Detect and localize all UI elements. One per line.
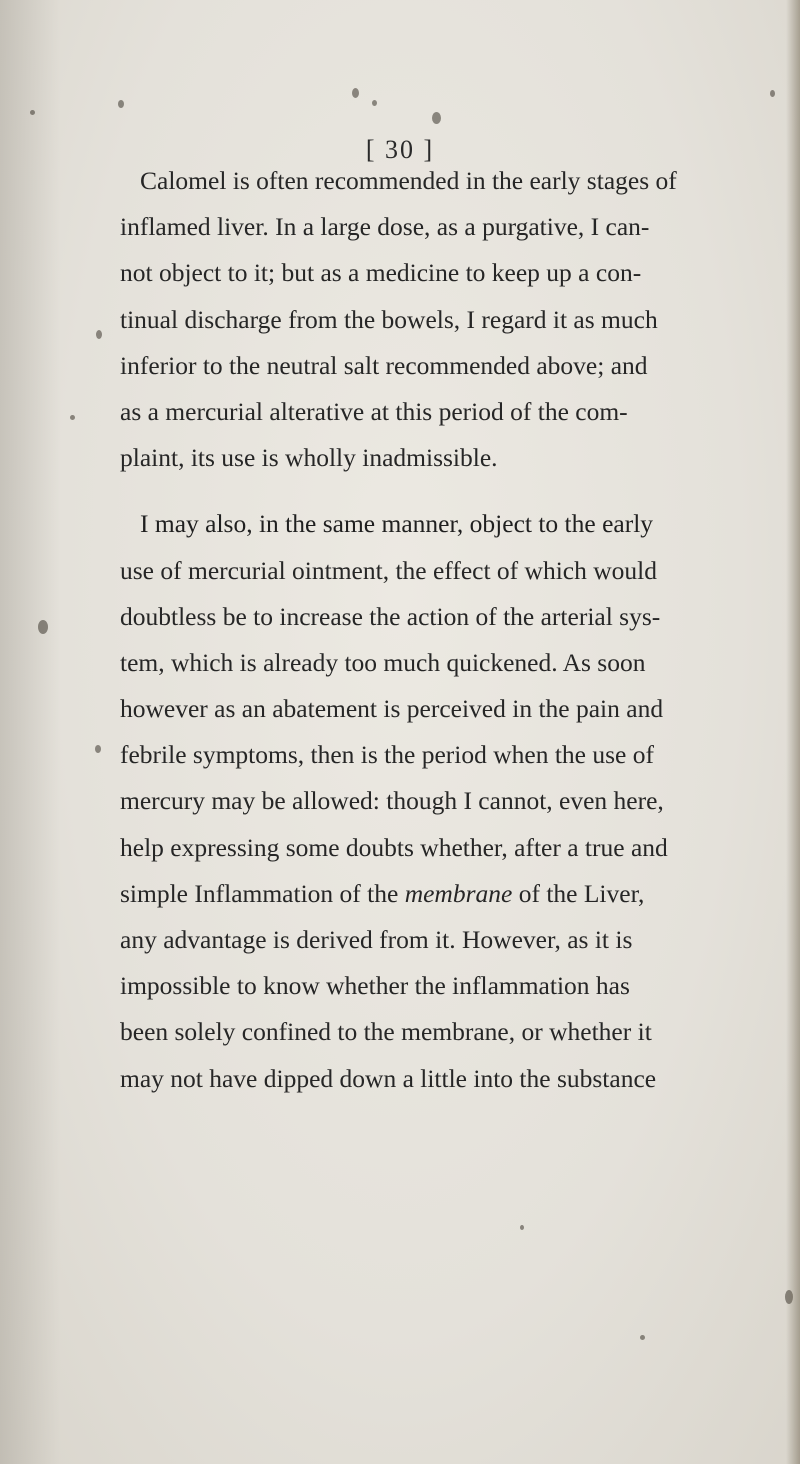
text-line: plaint, its use is wholly inadmissible.	[120, 443, 498, 473]
foxing-speck	[38, 620, 48, 634]
text-line: doubtless be to increase the action of the arterial sys-	[120, 601, 661, 631]
text-line: been solely confined to the membrane, or whether it	[120, 1017, 652, 1047]
text-span: of the Liver,	[512, 878, 645, 908]
page-number: [ 30 ]	[365, 135, 435, 164]
text-line	[120, 871, 720, 917]
text-line: as a mercurial alterative at this period of the com-	[120, 396, 628, 426]
foxing-speck	[118, 100, 124, 108]
foxing-speck	[352, 88, 359, 98]
text-line: Calomel is often recommended in the early stages of	[140, 166, 677, 195]
text-line: may not have dipped down a little into the substance	[120, 1063, 657, 1093]
text-line: any advantage is derived from it. However, as it is	[120, 925, 633, 954]
text-line: inferior to the neutral salt recommended above; and	[120, 350, 648, 380]
foxing-speck	[432, 112, 441, 124]
foxing-speck	[372, 100, 377, 106]
foxing-speck	[640, 1335, 645, 1340]
foxing-speck	[30, 110, 35, 115]
foxing-speck	[785, 1290, 793, 1304]
text-line: febrile symptoms, then is the period when the use of	[120, 740, 654, 770]
text-line: impossible to know whether the inflammation has	[120, 971, 630, 1001]
text-span: simple Inflammation of the	[120, 878, 399, 908]
text-line: tem, which is already too much quickened. As soon	[120, 647, 646, 677]
italic-word: membrane	[404, 878, 513, 908]
text-line: use of mercurial ointment, the effect of which would	[120, 555, 657, 585]
foxing-speck	[96, 330, 102, 339]
text-line: I may also, in the same manner, object to the early	[140, 509, 654, 539]
foxing-speck	[770, 90, 775, 97]
text-line: however as an abatement is perceived in the pain and	[120, 694, 664, 724]
body-text	[120, 158, 720, 1102]
text-line: not object to it; but as a medicine to keep up a con-	[120, 258, 642, 288]
foxing-speck	[70, 415, 75, 420]
paragraph	[120, 501, 720, 1101]
paragraph	[120, 158, 720, 481]
text-line: help expressing some doubts whether, after a true and	[120, 832, 668, 862]
foxing-speck	[520, 1225, 524, 1230]
text-line: inflamed liver. In a large dose, as a purgative, I can-	[120, 212, 650, 242]
text-line: tinual discharge from the bowels, I regard it as much	[120, 304, 658, 334]
text-line: mercury may be allowed: though I cannot, even here,	[120, 786, 664, 816]
foxing-speck	[95, 745, 101, 753]
